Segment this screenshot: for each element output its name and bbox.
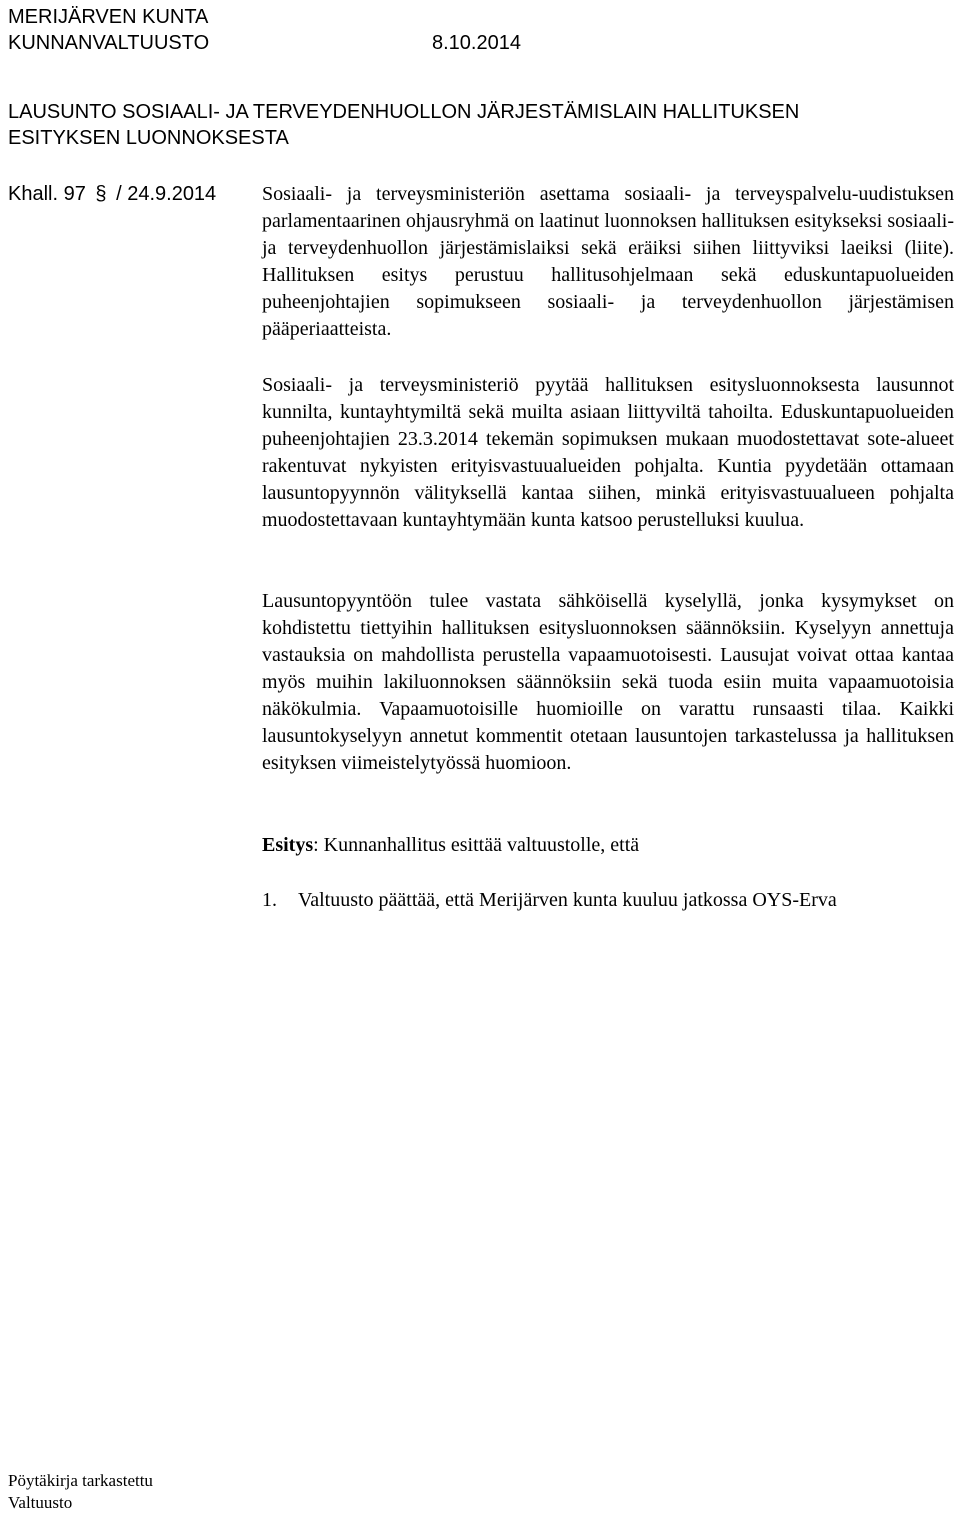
board-reference: Khall. 97 <box>8 183 86 205</box>
meeting-date: 8.10.2014 <box>432 32 521 54</box>
paragraph-3 <box>262 588 954 777</box>
header-row <box>8 30 948 56</box>
item-text: Valtuusto päättää, että Merijärven kunta kuuluu jatkossa OYS-Erva <box>298 889 837 911</box>
document-title-line-2: ESITYKSEN LUONNOKSESTA <box>8 127 289 149</box>
paragraph-1 <box>262 181 954 343</box>
municipality-name: MERIJÄRVEN KUNTA <box>8 6 209 28</box>
footer-checked: Pöytäkirja tarkastettu <box>8 1471 153 1490</box>
paragraph-text: Sosiaali- ja terveysministeriön asettama sosiaali- ja terveyspalvelu-uudistuksen parlamentaarinen ohjausryhmä on laatinut luonnoksen hallituksen esitykseksi sosiaali- ja terveydenhuollon järjestämislaiksi sekä eräiksi siihen liittyviksi laeiksi (liite). Hallituksen esitys perustuu hallitusohjelmaan sekä eduskuntapuolueiden puheenjohtajien sopimukseen sosiaali- ja terveydenhuollon järjestämisen pääperiaatteista. <box>262 183 954 340</box>
paragraph-text: Lausuntopyyntöön tulee vastata sähköisellä kyselyllä, jonka kysymykset on kohdistettu tiettyihin hallituksen esitysluonnoksen säännöksiin. Kyselyyn annettuja vastauksia on mahdollista perustella vapaamuotoisesti. Lausujat voivat ottaa kantaa myös muihin lakiluonnoksen säännöksiin sekä tuoda esiin muita vapaamuotoisia näkökulmia. Vapaamuotoisille huomioille on varattu runsaasti tilaa. Kaikki lausuntokyselyyn annetut kommentit otetaan lausuntojen tarkastelussa ja hallituksen esityksen viimeistelytyössä huomioon. <box>262 590 954 774</box>
proposal-label: Esitys <box>262 834 314 856</box>
reference-date: / 24.9.2014 <box>116 183 217 205</box>
section-reference <box>8 181 216 207</box>
section-sign: § <box>95 183 107 205</box>
list-item <box>262 887 837 914</box>
footer-council: Valtuusto <box>8 1493 73 1512</box>
proposal-text: : Kunnanhallitus esittää valtuustolle, että <box>313 834 640 856</box>
document-title-line-1: LAUSUNTO SOSIAALI- JA TERVEYDENHUOLLON JÄRJESTÄMISLAIN HALLITUKSEN <box>8 101 800 123</box>
proposal <box>262 832 639 859</box>
council-name: KUNNANVALTUUSTO <box>8 32 210 54</box>
paragraph-text: Sosiaali- ja terveysministeriö pyytää hallituksen esitysluonnoksesta lausunnot kunnilta, kuntayhtymiltä sekä muilta asiaan liittyviltä tahoilta. Eduskuntapuolueiden puheenjohtajien 23.3.2014 tekemän sopimuksen mukaan muodostettavat sote-alueet rakentuvat nykyisten erityisvastuualueiden pohjalta. Kuntia pyydetään ottamaan lausuntopyynnön välityksellä kantaa siihen, minkä erityisvastuualueen pohjalta muodostettavaan kuntayhtymään kunta katsoo perustelluksi kuulua. <box>262 374 954 531</box>
item-number: 1. <box>262 889 277 911</box>
paragraph-2 <box>262 372 954 534</box>
